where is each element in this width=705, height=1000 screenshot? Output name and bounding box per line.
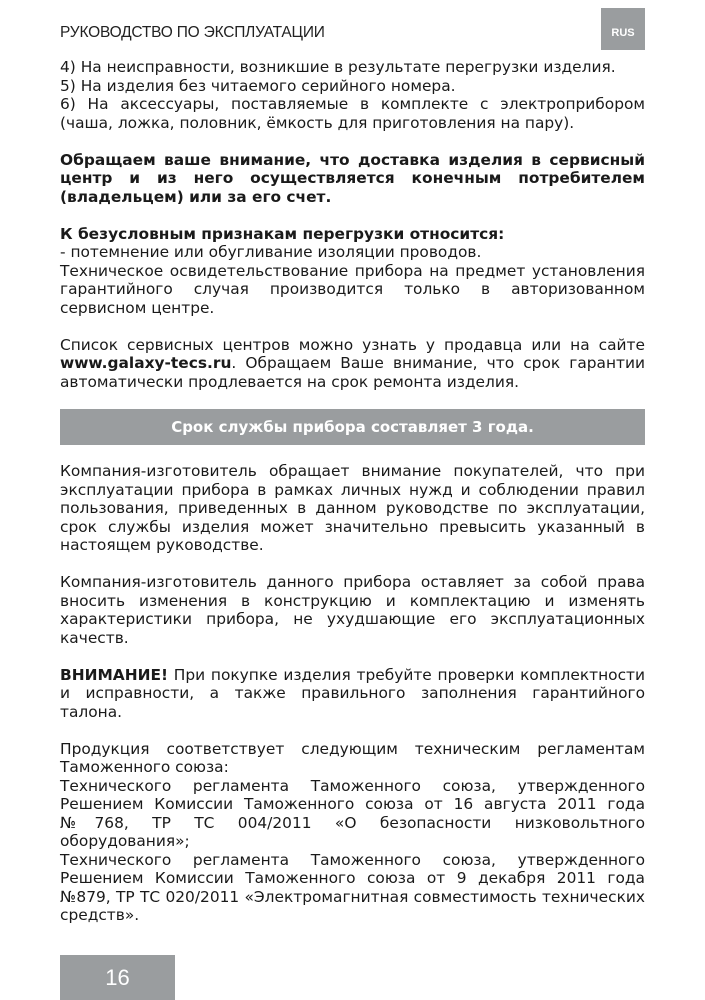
regulation-1: Технического регламента Таможенного союза, утвержденного Решением Комиссии Таможенного союза от 16 августа 2011 года №768, ТР ТС 004/2011 «О безопасности низковольтного оборудования»; (60, 776, 645, 850)
list-item-5: 5) На изделия без читаемого серийного номера. (60, 76, 456, 95)
delivery-notice: Обращаем ваше внимание, что доставка изделия в сервисный центр и из него осуществляется конечным потребителем (владельцем) или за его счет. (60, 150, 645, 206)
list-item-4: 4) На неисправности, возникшие в результате перегрузки изделия. (60, 58, 616, 76)
list-item-6: 6) На аксессуары, поставляемые в комплекте с электроприбором (чаша, ложка, половник, ёмкость для приготовления на пару). (60, 95, 645, 132)
page-content (60, 58, 645, 925)
attention-text: При покупке изделия требуйте проверки комплектности и исправности, а также правильного заполнения гарантийного талона. (60, 665, 645, 721)
service-life-banner: Срок службы прибора составляет 3 года. (60, 409, 645, 445)
page-number: 16 (60, 955, 175, 1000)
page-header-title: РУКОВОДСТВО ПО ЭКСПЛУАТАЦИИ (60, 24, 325, 41)
website-link[interactable]: www.galaxy-tecs.ru (60, 354, 232, 372)
service-list-paragraph (60, 336, 645, 392)
service-list-text-end: . Обращаем Ваше внимание, что срок гарантии автоматически продлевается на срок ремонта изделия. (60, 354, 645, 391)
inspection-paragraph: Техническое освидетельствование прибора на предмет установления гарантийного случая производится только в авторизованном сервисном центре. (60, 261, 645, 317)
compliance-intro: Продукция соответствует следующим техническим регламентам Таможенного союза: (60, 739, 645, 776)
service-life-paragraph: Компания-изготовитель обращает внимание покупателей, что при эксплуатации прибора в рамках личных нужд и соблюдении правил пользования, приведенных в данном руководстве по эксплуатации, срок службы изделия может значительно превысить указанный в настоящем руководстве. (60, 462, 645, 554)
language-tab: RUS (601, 8, 645, 50)
service-list-text: Список сервисных центров можно узнать у продавца или на сайте (60, 335, 645, 354)
attention-paragraph (60, 666, 645, 722)
rights-paragraph: Компания-изготовитель данного прибора оставляет за собой права вносить изменения в конструкцию и комплектацию и изменять характеристики прибора, не ухудшающие его эксплуатационных качеств. (60, 573, 645, 647)
overload-heading: К безусловным признакам перегрузки относится: (60, 224, 505, 243)
attention-label: ВНИМАНИЕ! (60, 665, 169, 684)
regulation-2: Технического регламента Таможенного союза, утвержденного Решением Комиссии Таможенного союза от 9 декабря 2011 года №879, ТР ТС 020/2011 «Электромагнитная совместимость технических средств». (60, 850, 645, 924)
overload-item: - потемнение или обугливание изоляции проводов. (60, 243, 482, 261)
